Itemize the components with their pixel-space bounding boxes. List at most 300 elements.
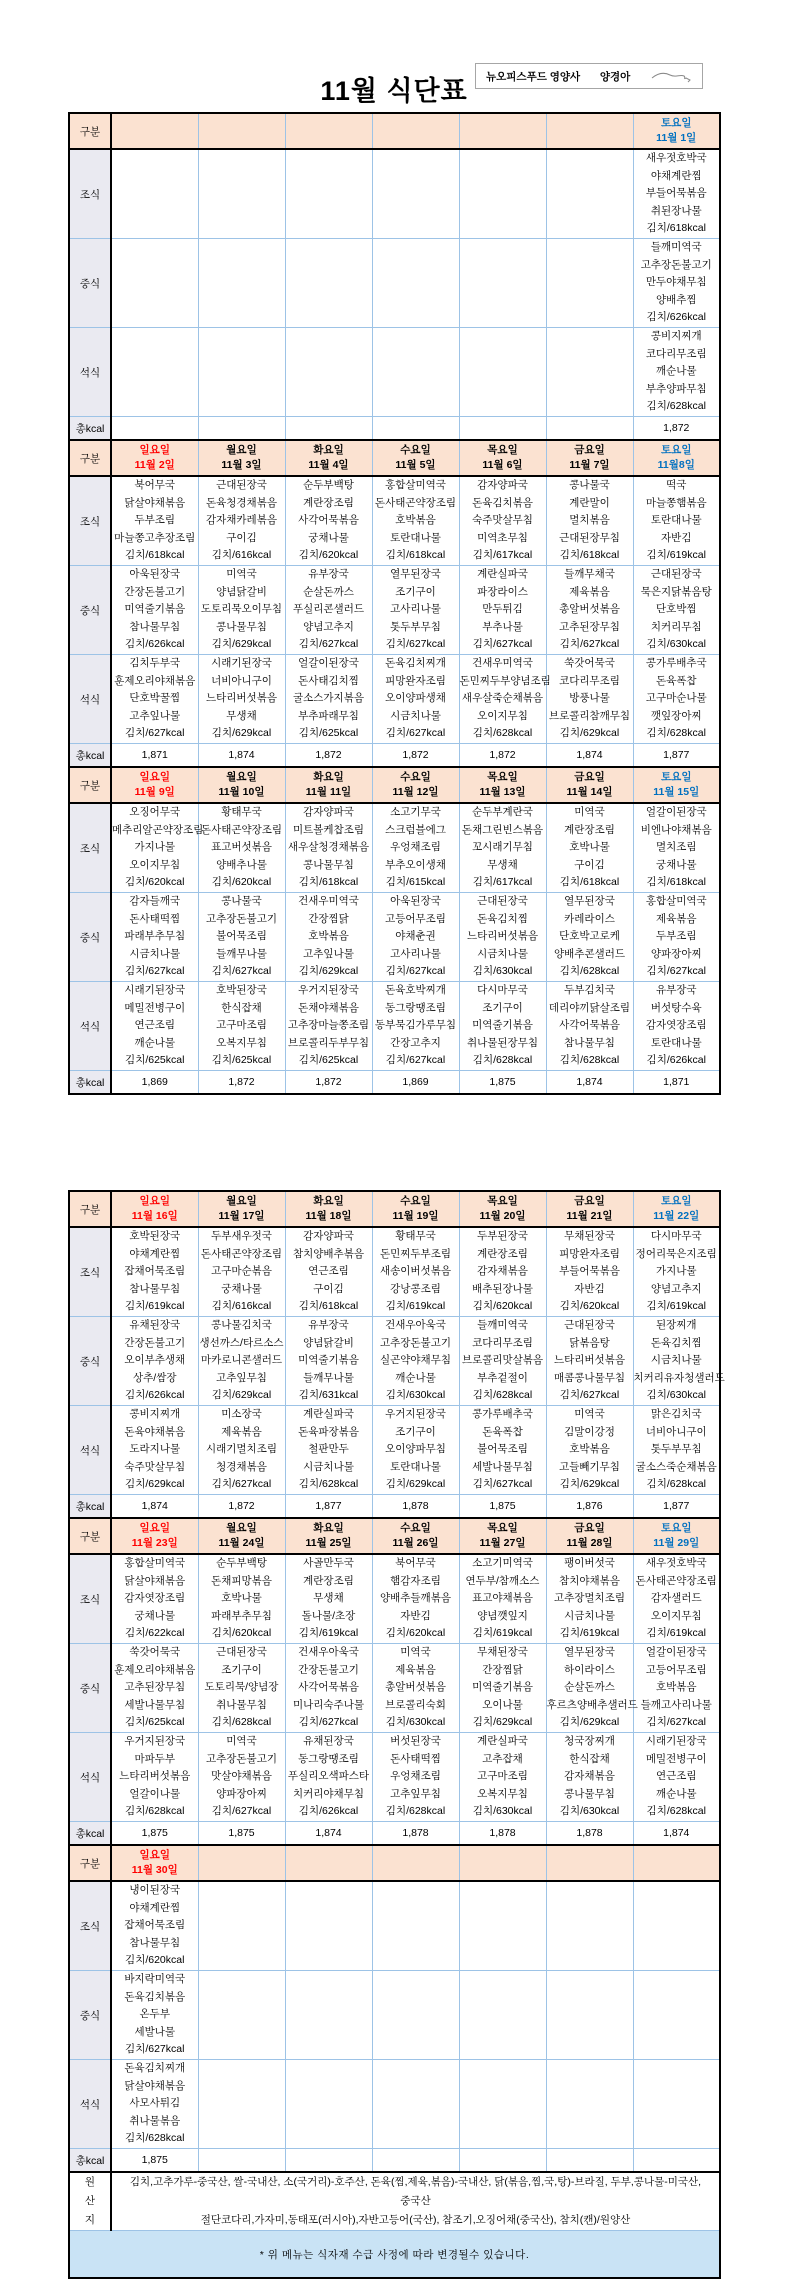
- day-header-cell: [111, 1518, 198, 1554]
- menu-cell: [198, 1554, 285, 1644]
- menu-item: 참치야채볶음: [559, 1574, 620, 1587]
- menu-cell: [285, 1554, 372, 1644]
- menu-item: 느타리버섯볶음: [466, 930, 538, 943]
- menu-item: 닭살야채볶음: [124, 496, 186, 509]
- menu-item: 김치/619kcal: [646, 1627, 706, 1640]
- day-name: 목요일: [487, 1195, 518, 1207]
- menu-item: 우엉채조림: [390, 1770, 441, 1783]
- menu-item: 깨순나물: [655, 365, 697, 378]
- day-header-cell: [459, 1191, 546, 1227]
- menu-item: 순두부계란국: [472, 806, 533, 819]
- menu-item: 시금치나물: [390, 709, 441, 722]
- menu-item: 감자엿장조림: [645, 1019, 707, 1032]
- menu-item: 오이지무침: [129, 858, 181, 871]
- menu-item: 돈육야채볶음: [124, 1425, 186, 1438]
- menu-item: 김치/627kcal: [385, 965, 446, 978]
- menu-item: 건새우미역국: [472, 657, 533, 670]
- menu-item: 김치/620kcal: [559, 1300, 620, 1313]
- menu-item: 부추오이생채: [385, 858, 446, 871]
- menu-item: 순두부백탕: [216, 1557, 267, 1570]
- day-name: 화요일: [313, 1522, 344, 1534]
- menu-cell: [546, 1644, 638, 1733]
- menu-item: 오징어무국: [129, 806, 181, 819]
- menu-item: 구이김: [313, 1282, 344, 1295]
- total-kcal-cell: 1,869: [372, 1071, 459, 1095]
- menu-item: 얼갈이된장국: [645, 806, 707, 819]
- menu-item: 간장돈불고기: [298, 1663, 359, 1676]
- menu-item: 제육볶음: [221, 1425, 262, 1438]
- menu-item: 김치/628kcal: [646, 400, 706, 413]
- day-header-cell: [285, 113, 372, 149]
- menu-item: 김치두부국: [129, 657, 181, 670]
- total-kcal-cell: 1,872: [285, 1071, 372, 1095]
- menu-item: 김치/630kcal: [472, 1805, 533, 1818]
- menu-cell: [546, 2060, 633, 2149]
- menu-item: 한식잡채: [221, 1001, 262, 1014]
- menu-item: 순살돈까스: [564, 1681, 615, 1694]
- menu-cell: [285, 2060, 372, 2149]
- menu-cell: [633, 1317, 725, 1406]
- menu-item: 북어무국: [134, 479, 176, 492]
- menu-item: 호박된장국: [216, 984, 267, 997]
- day-header-cell: [546, 1191, 633, 1227]
- menu-item: 김치/627kcal: [125, 965, 185, 978]
- menu-item: 묵은지닭볶음탕: [640, 585, 712, 598]
- menu-item: 고추잡채: [482, 1752, 523, 1765]
- menu-item: 꼬시래기무침: [472, 841, 533, 854]
- day-name: 월요일: [226, 444, 257, 456]
- total-kcal-cell: 1,871: [111, 744, 198, 768]
- day-header-cell: [633, 767, 720, 803]
- row-label-dinner: 석식: [69, 655, 111, 744]
- total-kcal-cell: 1,875: [111, 1822, 198, 1846]
- menu-item: 김치/626kcal: [125, 638, 185, 651]
- menu-item: 김치/627kcal: [472, 638, 533, 651]
- total-kcal-cell: 1,872: [459, 744, 546, 768]
- menu-item: 김치/627kcal: [385, 1054, 446, 1067]
- day-name: 일요일: [139, 1849, 170, 1861]
- menu-cell: [372, 328, 459, 417]
- day-header-cell: [111, 1845, 198, 1881]
- menu-item: 자반김: [574, 1282, 605, 1295]
- menu-item: 돈사태떡찜: [390, 1752, 441, 1765]
- menu-item: 시금치나물: [477, 947, 528, 960]
- menu-item: 오복지무침: [477, 1787, 528, 1800]
- menu-cell: [459, 1644, 546, 1733]
- menu-item: 굴소스죽순채볶음: [635, 1460, 717, 1473]
- menu-item: 김치/628kcal: [559, 1054, 620, 1067]
- menu-cell: [546, 803, 633, 893]
- total-kcal-cell: 1,878: [372, 1822, 459, 1846]
- origin-line: 김치,고추가루-중국산, 쌀-국내산, 소(국거리)-호주산, 돈육(찜,제육,볶음)-국내산, 닭(볶음,찜,국,탕)-브라질, 두부,콩나물-미국산,: [129, 2176, 702, 2188]
- menu-item: 돈육폭찹: [482, 1425, 523, 1438]
- menu-cell: [198, 803, 285, 893]
- menu-cell: [546, 1406, 633, 1495]
- menu-item: 오이지무침: [477, 709, 528, 722]
- menu-item: 김치/628kcal: [125, 2132, 185, 2145]
- menu-item: 고들빼기무침: [559, 1460, 620, 1473]
- total-kcal-cell: 1,874: [546, 1071, 633, 1095]
- menu-item: 느타리버섯볶음: [119, 1770, 191, 1783]
- menu-item: 김치/630kcal: [559, 1805, 620, 1818]
- day-date: 11월 16일: [131, 1210, 178, 1222]
- day-date: 11월 7일: [569, 459, 610, 471]
- menu-item: 계란실파국: [303, 1408, 354, 1421]
- menu-cell: [372, 1733, 459, 1822]
- menu-item: 콩가루배추국: [472, 1408, 533, 1421]
- menu-item: 생선까스/타르소스: [199, 1336, 284, 1349]
- day-date: 11월 6일: [482, 459, 523, 471]
- menu-item: 상추/쌈장: [133, 1371, 177, 1384]
- day-date: 11월 22일: [653, 1210, 700, 1222]
- menu-item: 김치/620kcal: [298, 549, 359, 562]
- menu-item: 단호박꿀찜: [129, 692, 181, 705]
- menu-item: 숙주맛살무침: [124, 1460, 186, 1473]
- menu-item: 숙주맛살무침: [472, 514, 533, 527]
- menu-item: 양념닭갈비: [216, 585, 267, 598]
- menu-item: 얼갈이나물: [129, 1787, 181, 1800]
- menu-item: 부추나물: [482, 620, 523, 633]
- menu-item: 소고기미역국: [472, 1557, 533, 1570]
- day-date: 11월 1일: [656, 132, 697, 144]
- row-label-category: 구분: [69, 1845, 111, 1881]
- menu-item: 김치/627kcal: [559, 638, 620, 651]
- total-kcal-cell: 1,874: [285, 1822, 372, 1846]
- menu-item: 호박나물: [569, 841, 610, 854]
- menu-item: 감자채볶음: [477, 1265, 528, 1278]
- day-header-cell: [198, 1518, 285, 1554]
- menu-item: 돈사태곤약장조림: [200, 823, 283, 836]
- menu-item: 취나물무침: [216, 1698, 267, 1711]
- day-name: 금요일: [574, 444, 605, 456]
- menu-item: 미소장국: [221, 1408, 262, 1421]
- day-date: 11월 11일: [305, 786, 352, 798]
- menu-item: 김치/631kcal: [298, 1389, 359, 1402]
- menu-item: 파래부추무침: [211, 1609, 272, 1622]
- day-header-cell: [111, 1191, 198, 1227]
- page-header: [0, 0, 793, 112]
- row-label-total-kcal: 총kcal: [69, 1822, 111, 1846]
- menu-item: 세발나물무침: [472, 1460, 533, 1473]
- menu-cell: [285, 1317, 372, 1406]
- day-date: 11월 5일: [395, 459, 436, 471]
- row-label-lunch: 중식: [69, 239, 111, 328]
- day-name: 수요일: [400, 771, 431, 783]
- menu-item: 콩나물무침: [216, 620, 267, 633]
- menu-item: 고추장돈불고기: [640, 258, 712, 271]
- menu-item: 시금치나물: [564, 1609, 615, 1622]
- menu-cell: [198, 1733, 285, 1822]
- menu-item: 아욱된장국: [390, 895, 441, 908]
- menu-cell: [546, 893, 633, 982]
- menu-item: 감자엿장조림: [124, 1592, 186, 1605]
- menu-item: 돈사태곤약장조림: [374, 496, 457, 509]
- total-kcal-cell: 1,872: [198, 1495, 285, 1519]
- total-kcal-cell: [111, 417, 198, 441]
- menu-item: 돈육김치찜: [477, 912, 528, 925]
- menu-item: 감자양파국: [303, 1230, 354, 1243]
- menu-item: 유부장국: [655, 984, 697, 997]
- menu-item: 김치/629kcal: [472, 1716, 533, 1729]
- menu-item: 김치/618kcal: [298, 1300, 359, 1313]
- menu-item: 불어묵조림: [216, 930, 267, 943]
- menu-cell: [198, 982, 285, 1071]
- menu-item: 시래기된장국: [124, 984, 186, 997]
- menu-item: 고구마조림: [477, 1770, 528, 1783]
- menu-item: 버섯된장국: [390, 1735, 441, 1748]
- day-name: 일요일: [139, 444, 170, 456]
- menu-item: 부들어묵볶음: [645, 187, 707, 200]
- menu-cell: [633, 655, 720, 744]
- menu-item: 김치/627kcal: [385, 638, 446, 651]
- row-label-category: 구분: [69, 1518, 111, 1554]
- menu-cell: [459, 328, 546, 417]
- row-label-total-kcal: 총kcal: [69, 417, 111, 441]
- menu-item: 부추겉절이: [477, 1371, 528, 1384]
- total-kcal-cell: [198, 417, 285, 441]
- menu-item: 도토리묵오이무침: [200, 603, 283, 616]
- menu-cell: [633, 1971, 720, 2060]
- day-header-cell: [633, 1845, 720, 1881]
- menu-item: 김치/626kcal: [298, 1805, 359, 1818]
- menu-item: 오이나물: [482, 1698, 523, 1711]
- menu-item: 세발나물: [134, 2025, 176, 2038]
- menu-cell: [459, 566, 546, 655]
- day-date: 11월 20일: [479, 1210, 526, 1222]
- day-name: 금요일: [574, 771, 605, 783]
- menu-item: 김치/629kcal: [125, 1478, 185, 1491]
- menu-item: 김치/628kcal: [646, 1478, 706, 1491]
- menu-item: 돈육김치찜: [650, 1336, 702, 1349]
- menu-cell: [459, 655, 551, 744]
- day-date: 11월 29일: [653, 1537, 700, 1549]
- menu-item: 부추양파무침: [645, 382, 707, 395]
- menu-cell: [372, 1227, 459, 1317]
- menu-item: 김치/630kcal: [646, 1389, 706, 1402]
- day-name: 화요일: [313, 1195, 344, 1207]
- menu-item: 돈채그린빈스볶음: [461, 823, 544, 836]
- menu-item: 김치/627kcal: [646, 1716, 706, 1729]
- origin-line: 중국산: [400, 2195, 431, 2207]
- menu-item: 김치/618kcal: [385, 549, 446, 562]
- menu-item: 시래기된장국: [645, 1735, 707, 1748]
- menu-item: 시금치나물: [650, 1354, 702, 1367]
- menu-cell: [633, 803, 720, 893]
- menu-cell: [198, 476, 285, 566]
- menu-item: 새우살죽순채볶음: [461, 692, 544, 705]
- day-date: 11월 4일: [308, 459, 349, 471]
- menu-item: 고추잎나물: [129, 709, 181, 722]
- menu-item: 느타리버섯볶음: [205, 692, 277, 705]
- menu-item: 양배추나물: [216, 858, 267, 871]
- menu-item: 야채계란찜: [650, 169, 702, 182]
- day-date: 11월 21일: [566, 1210, 613, 1222]
- day-date: 11월 24일: [218, 1537, 265, 1549]
- menu-cell: [633, 1644, 720, 1733]
- menu-item: 취나물된장무침: [466, 1036, 538, 1049]
- menu-item: 김치/627kcal: [559, 1389, 620, 1402]
- page-title: 11월 식단표: [320, 76, 468, 106]
- row-label-category: 구분: [69, 113, 111, 149]
- row-label-category: 구분: [69, 767, 111, 803]
- menu-item: 메밀전병구이: [645, 1752, 707, 1765]
- menu-item: 깨순나물: [395, 1371, 436, 1384]
- total-kcal-cell: 1,878: [372, 1495, 459, 1519]
- menu-item: 김치/626kcal: [646, 1054, 706, 1067]
- menu-cell: [546, 1971, 633, 2060]
- menu-item: 실곤약야채무침: [379, 1354, 451, 1367]
- menu-item: 양념고추지: [303, 620, 354, 633]
- menu-item: 간장돈불고기: [124, 1336, 186, 1349]
- menu-cell: [111, 893, 198, 982]
- menu-item: 계란실파국: [477, 1735, 528, 1748]
- menu-cell: [198, 239, 285, 328]
- menu-item: 사각어묵볶음: [298, 514, 359, 527]
- menu-cell: [372, 239, 459, 328]
- menu-item: 감자채카레볶음: [205, 514, 277, 527]
- menu-cell: [633, 328, 720, 417]
- menu-item: 고사리나물: [390, 603, 441, 616]
- menu-item: 양파장아찌: [650, 947, 702, 960]
- menu-cell: [198, 1971, 285, 2060]
- menu-item: 김치/629kcal: [385, 1478, 446, 1491]
- menu-item: 근대된장국: [477, 895, 528, 908]
- day-name: 금요일: [574, 1195, 605, 1207]
- row-label-lunch: 중식: [69, 1644, 111, 1733]
- day-date: 11월 19일: [392, 1210, 439, 1222]
- meal-plan-table: [68, 1190, 725, 2279]
- menu-item: 두부된장국: [477, 1230, 528, 1243]
- menu-item: 고추잎무침: [390, 1787, 441, 1800]
- menu-item: 김치/620kcal: [211, 1627, 272, 1640]
- day-date: 11월 9일: [134, 786, 175, 798]
- menu-cell: [198, 566, 285, 655]
- menu-item: 돈민찌두부양념조림: [459, 674, 551, 687]
- total-kcal-cell: 1,875: [111, 2149, 198, 2173]
- menu-item: 호박볶음: [395, 514, 436, 527]
- origin-label-char: 산: [84, 2195, 96, 2207]
- nutritionist-name: 양경아: [599, 70, 631, 83]
- menu-item: 비엔나야채볶음: [640, 823, 712, 836]
- menu-item: 근대된장국: [564, 1319, 615, 1332]
- notice-banner: * 위 메뉴는 식자재 수급 사정에 따라 변경될수 있습니다.: [69, 2231, 720, 2279]
- menu-item: 새우살청경채볶음: [287, 841, 370, 854]
- menu-item: 근대된장무침: [559, 531, 620, 544]
- menu-item: 맑은김치국: [650, 1408, 702, 1421]
- day-name: 월요일: [226, 771, 257, 783]
- day-header-cell: [546, 113, 633, 149]
- menu-cell: [546, 1227, 633, 1317]
- menu-item: 홍합살미역국: [124, 1557, 186, 1570]
- menu-item: 멸치볶음: [569, 514, 610, 527]
- meal-plan-table: [68, 112, 721, 1095]
- menu-item: 김치/616kcal: [211, 1300, 272, 1313]
- menu-item: 고추잎무침: [216, 1371, 267, 1384]
- menu-item: 계란장조림: [564, 823, 615, 836]
- menu-item: 푸실리콘샐러드: [292, 603, 364, 616]
- menu-item: 건새우아욱국: [298, 1646, 359, 1659]
- menu-item: 냉이된장국: [129, 1884, 181, 1897]
- menu-item: 김치/628kcal: [472, 1389, 533, 1402]
- menu-item: 돈육청경채볶음: [205, 496, 277, 509]
- menu-item: 치커리유자청샐러드: [633, 1371, 725, 1384]
- menu-item: 오이양파무침: [385, 1443, 446, 1456]
- menu-item: 계란말이: [569, 496, 610, 509]
- menu-cell: [111, 1733, 198, 1822]
- day-header-cell: [633, 1518, 720, 1554]
- row-label-lunch: 중식: [69, 566, 111, 655]
- menu-item: 철판만두: [308, 1443, 349, 1456]
- menu-item: 시래기된장국: [211, 657, 272, 670]
- menu-item: 호박된장국: [129, 1230, 181, 1243]
- menu-cell: [111, 476, 198, 566]
- menu-item: 너비아니구이: [645, 1425, 707, 1438]
- menu-item: 유채된장국: [129, 1319, 181, 1332]
- menu-item: 푸실리오색파스타: [287, 1770, 370, 1783]
- menu-item: 김치/630kcal: [472, 965, 533, 978]
- day-name: 토요일: [661, 444, 692, 456]
- menu-item: 치커리무침: [650, 620, 702, 633]
- menu-item: 돈사태김치찜: [298, 674, 359, 687]
- row-label-dinner: 석식: [69, 1406, 111, 1495]
- menu-item: 근대된장국: [216, 1646, 267, 1659]
- row-label-total-kcal: 총kcal: [69, 1071, 111, 1095]
- menu-item: 미역국: [574, 1408, 605, 1421]
- day-date: 11월 28일: [566, 1537, 613, 1549]
- row-label-category: 구분: [69, 440, 111, 476]
- menu-item: 야채춘권: [395, 930, 436, 943]
- menu-item: 배추된장나물: [472, 1282, 533, 1295]
- total-kcal-cell: 1,877: [633, 744, 720, 768]
- day-header-cell: [459, 1518, 546, 1554]
- menu-cell: [633, 893, 720, 982]
- day-name: 수요일: [400, 1195, 431, 1207]
- menu-item: 미역초무침: [477, 531, 528, 544]
- day-header-cell: [459, 113, 546, 149]
- menu-cell: [111, 1317, 198, 1406]
- day-date: 11월 18일: [305, 1210, 352, 1222]
- menu-item: 브로콜리두부무침: [287, 1036, 370, 1049]
- menu-item: 돈육김치찌개: [385, 657, 446, 670]
- menu-item: 김치/619kcal: [646, 549, 706, 562]
- menu-item: 피망완자조림: [385, 674, 446, 687]
- menu-item: 미역줄기볶음: [298, 1354, 359, 1367]
- day-header-cell: [633, 440, 720, 476]
- menu-item: 김치/627kcal: [385, 727, 446, 740]
- menu-item: 멸치조림: [655, 841, 697, 854]
- menu-item: 김치/619kcal: [125, 1300, 185, 1313]
- menu-item: 김치/618kcal: [646, 222, 706, 235]
- day-name: 일요일: [139, 1522, 170, 1534]
- menu-cell: [111, 803, 204, 893]
- row-label-dinner: 석식: [69, 1733, 111, 1822]
- menu-item: 김치/625kcal: [125, 1716, 185, 1729]
- menu-item: 우거지된장국: [298, 984, 359, 997]
- menu-item: 김치/620kcal: [125, 1954, 185, 1967]
- menu-item: 김치/627kcal: [298, 638, 359, 651]
- menu-item: 무채된장국: [477, 1646, 528, 1659]
- menu-item: 김치/627kcal: [211, 965, 272, 978]
- menu-item: 김치/618kcal: [298, 876, 359, 889]
- menu-item: 도토리묵/양념장: [204, 1681, 279, 1694]
- menu-item: 감자양파국: [303, 806, 354, 819]
- menu-cell: [198, 328, 285, 417]
- row-label-lunch: 중식: [69, 1971, 111, 2060]
- total-kcal-cell: [546, 2149, 633, 2173]
- menu-cell: [372, 893, 459, 982]
- menu-cell: [372, 1881, 459, 1971]
- row-label-breakfast: 조식: [69, 1554, 111, 1644]
